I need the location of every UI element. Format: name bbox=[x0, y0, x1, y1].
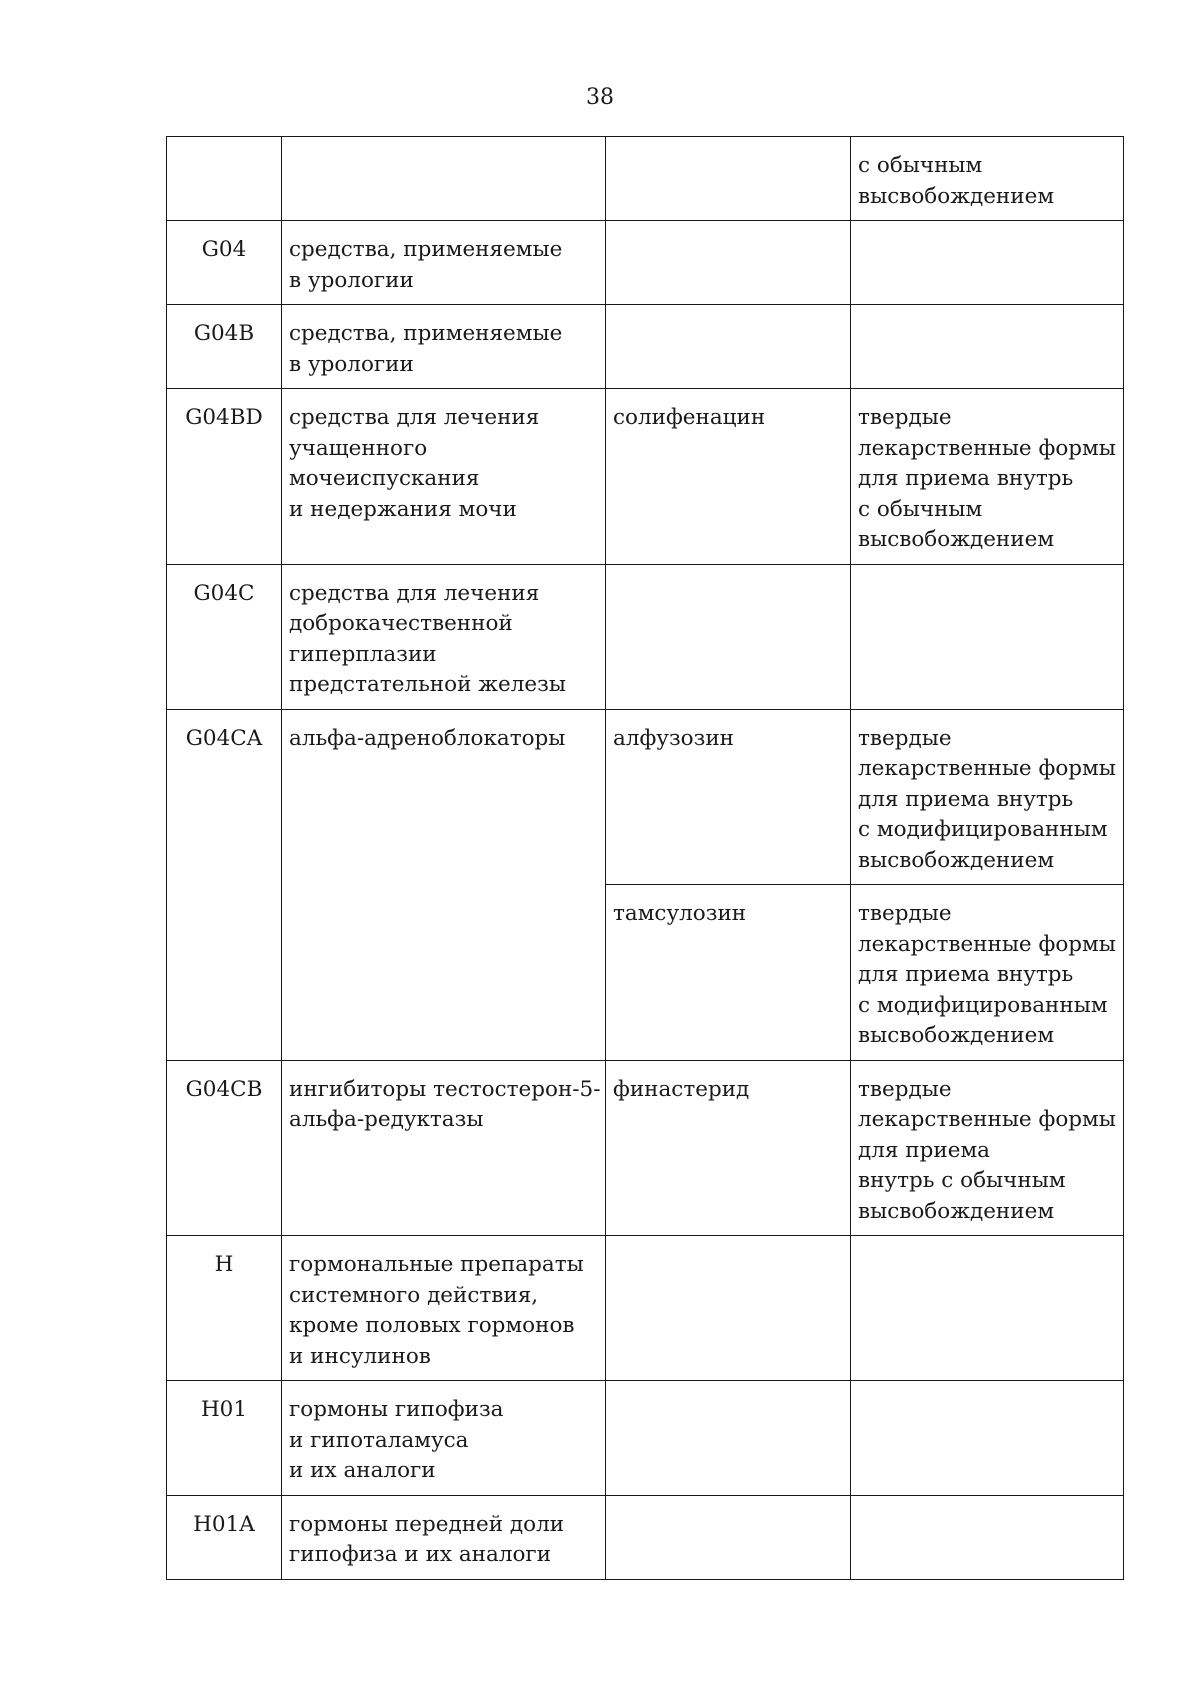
drug-name-cell: алфузозин bbox=[606, 709, 851, 885]
table-row bbox=[167, 1060, 1124, 1236]
group-name-cell: средства, применяемые в урологии bbox=[282, 221, 606, 305]
table-row bbox=[167, 1236, 1124, 1381]
table-row bbox=[167, 305, 1124, 389]
group-name-cell: средства для лечения учащенного мочеиспускания и недержания мочи bbox=[282, 389, 606, 565]
atc-code-cell bbox=[167, 137, 282, 221]
dosage-form-cell bbox=[851, 1236, 1124, 1381]
drug-name-cell: тамсулозин bbox=[606, 885, 851, 1061]
dosage-form-cell bbox=[851, 221, 1124, 305]
table-row bbox=[167, 137, 1124, 221]
drug-name-cell bbox=[606, 1236, 851, 1381]
dosage-form-cell bbox=[851, 564, 1124, 709]
dosage-form-cell: твердые лекарственные формы для приема внутрь с модифицированным высвобождением bbox=[851, 885, 1124, 1061]
dosage-form-cell: твердые лекарственные формы для приема внутрь с модифицированным высвобождением bbox=[851, 709, 1124, 885]
atc-code-cell: G04B bbox=[167, 305, 282, 389]
drug-name-cell bbox=[606, 305, 851, 389]
table-row bbox=[167, 564, 1124, 709]
dosage-form-cell bbox=[851, 1495, 1124, 1579]
drug-name-cell bbox=[606, 137, 851, 221]
atc-code-cell: H01A bbox=[167, 1495, 282, 1579]
atc-drug-table bbox=[166, 136, 1124, 1580]
dosage-form-cell bbox=[851, 305, 1124, 389]
drug-name-cell bbox=[606, 1495, 851, 1579]
dosage-form-cell bbox=[851, 1381, 1124, 1496]
atc-code-cell: G04 bbox=[167, 221, 282, 305]
atc-code-cell: G04BD bbox=[167, 389, 282, 565]
dosage-form-cell: с обычным высвобождением bbox=[851, 137, 1124, 221]
drug-name-cell bbox=[606, 564, 851, 709]
group-name-cell: средства для лечения доброкачественной гиперплазии предстательной железы bbox=[282, 564, 606, 709]
dosage-form-cell: твердые лекарственные формы для приема внутрь с обычным высвобождением bbox=[851, 389, 1124, 565]
drug-name-cell: финастерид bbox=[606, 1060, 851, 1236]
group-name-cell: средства, применяемые в урологии bbox=[282, 305, 606, 389]
table-row bbox=[167, 1381, 1124, 1496]
group-name-cell: альфа-адреноблокаторы bbox=[282, 709, 606, 1060]
drug-name-cell: солифенацин bbox=[606, 389, 851, 565]
page-number: 38 bbox=[586, 85, 614, 110]
group-name-cell: гормональные препараты системного действия, кроме половых гормонов и инсулинов bbox=[282, 1236, 606, 1381]
drug-name-cell bbox=[606, 221, 851, 305]
atc-code-cell: G04CA bbox=[167, 709, 282, 1060]
group-name-cell bbox=[282, 137, 606, 221]
dosage-form-cell: твердые лекарственные формы для приема внутрь с обычным высвобождением bbox=[851, 1060, 1124, 1236]
atc-code-cell: G04CB bbox=[167, 1060, 282, 1236]
group-name-cell: гормоны гипофиза и гипоталамуса и их аналоги bbox=[282, 1381, 606, 1496]
atc-code-cell: H01 bbox=[167, 1381, 282, 1496]
table-row bbox=[167, 221, 1124, 305]
group-name-cell: гормоны передней доли гипофиза и их аналоги bbox=[282, 1495, 606, 1579]
group-name-cell: ингибиторы тестостерон-5- альфа-редуктазы bbox=[282, 1060, 606, 1236]
table-row bbox=[167, 1495, 1124, 1579]
atc-code-cell: H bbox=[167, 1236, 282, 1381]
table-row bbox=[167, 389, 1124, 565]
drug-name-cell bbox=[606, 1381, 851, 1496]
table-row bbox=[167, 709, 1124, 885]
atc-code-cell: G04C bbox=[167, 564, 282, 709]
